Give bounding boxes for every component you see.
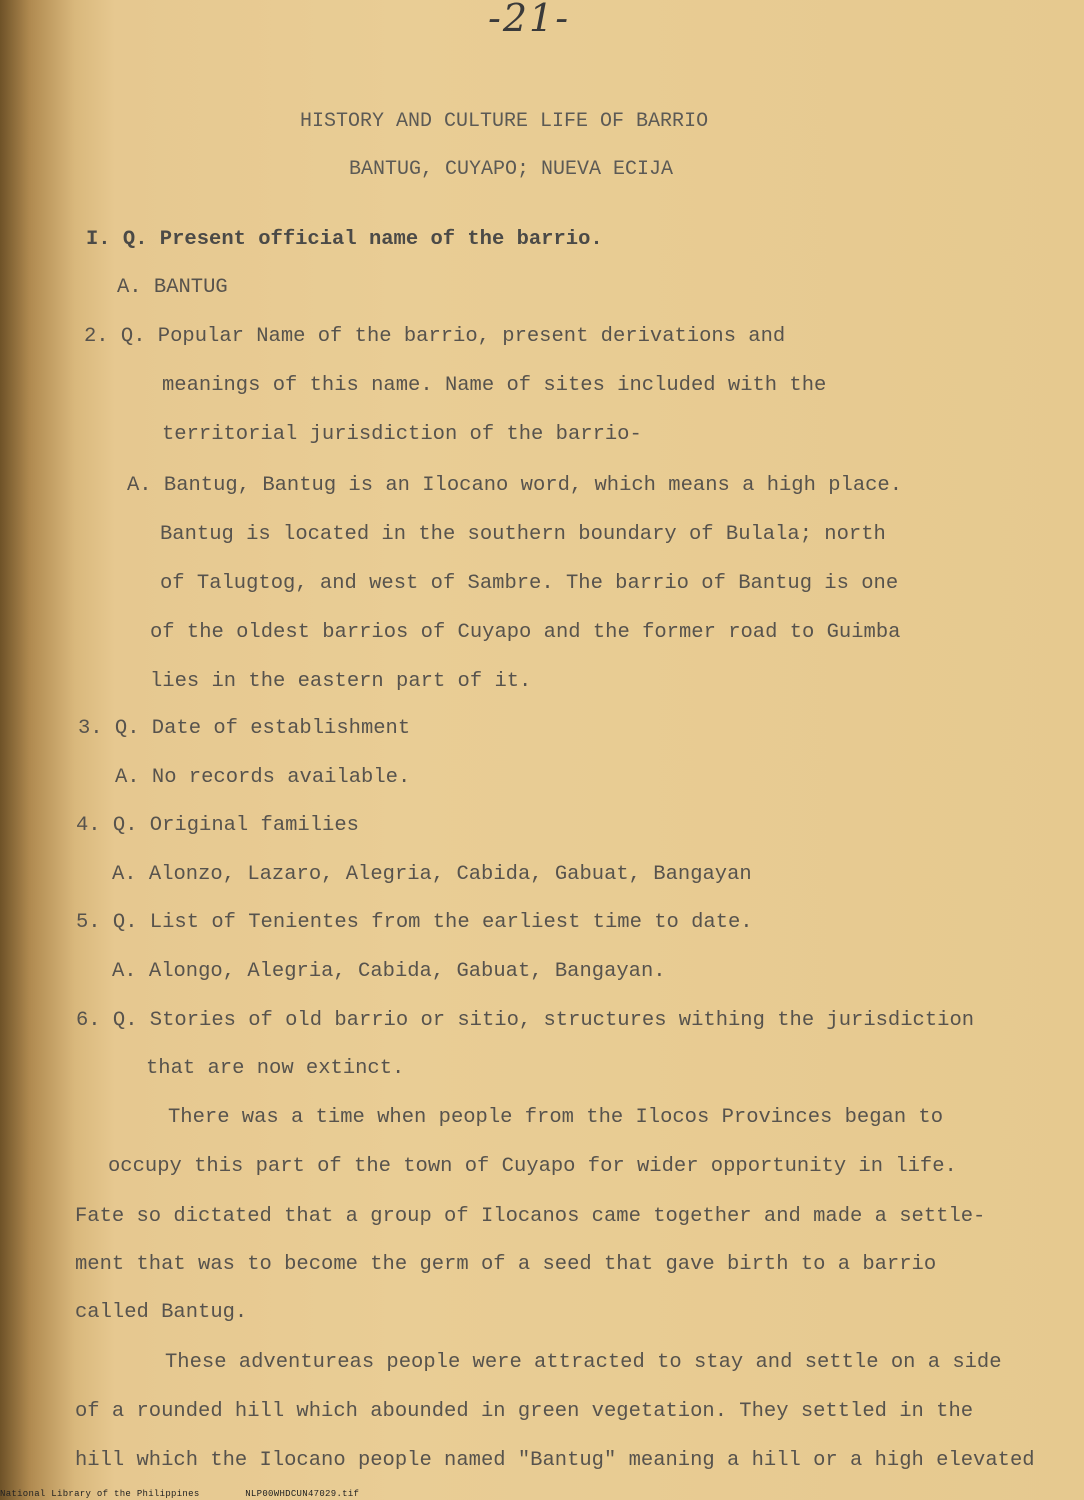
paragraph-2-line-2: of a rounded hill which abounded in green vegetation. They settled in the bbox=[75, 1400, 974, 1423]
paragraph-2-line-3: hill which the Ilocano people named "Bantug" meaning a hill or a high elevated bbox=[75, 1449, 1035, 1472]
scan-footer bbox=[0, 1489, 399, 1499]
answer-2-line-5: lies in the eastern part of it. bbox=[150, 670, 532, 693]
question-1: I. Q. Present official name of the barrio. bbox=[86, 228, 603, 251]
question-3: 3. Q. Date of establishment bbox=[78, 717, 411, 740]
paragraph-2-line-1: These adventureas people were attracted to stay and settle on a side bbox=[165, 1351, 1002, 1374]
paragraph-1-line-5: called Bantug. bbox=[75, 1301, 248, 1324]
answer-4: A. Alonzo, Lazaro, Alegria, Cabida, Gabuat, Bangayan bbox=[112, 863, 752, 886]
file-name: NLP00WHDCUN47029.tif bbox=[245, 1489, 360, 1499]
paragraph-1-line-3: Fate so dictated that a group of Ilocanos came together and made a settle- bbox=[75, 1205, 986, 1228]
answer-2-line-4: of the oldest barrios of Cuyapo and the former road to Guimba bbox=[150, 621, 901, 644]
library-label: National Library of the Philippines bbox=[0, 1489, 200, 1499]
question-6: 6. Q. Stories of old barrio or sitio, structures withing the jurisdiction bbox=[76, 1009, 975, 1032]
question-5: 5. Q. List of Tenientes from the earliest time to date. bbox=[76, 911, 753, 934]
answer-2-line-3: of Talugtog, and west of Sambre. The barrio of Bantug is one bbox=[160, 572, 899, 595]
question-4: 4. Q. Original families bbox=[76, 814, 359, 837]
answer-2-line-2: Bantug is located in the southern boundary of Bulala; north bbox=[160, 523, 886, 546]
answer-5: A. Alongo, Alegria, Cabida, Gabuat, Bangayan. bbox=[112, 960, 666, 983]
document-title: HISTORY AND CULTURE LIFE OF BARRIO bbox=[300, 110, 709, 133]
paragraph-1-line-1: There was a time when people from the Ilocos Provinces began to bbox=[168, 1106, 944, 1129]
paragraph-1-line-2: occupy this part of the town of Cuyapo for wider opportunity in life. bbox=[108, 1155, 957, 1178]
document-subtitle: BANTUG, CUYAPO; NUEVA ECIJA bbox=[349, 158, 674, 181]
question-6-line-2: that are now extinct. bbox=[146, 1057, 405, 1080]
answer-3: A. No records available. bbox=[115, 766, 411, 789]
answer-2: A. Bantug, Bantug is an Ilocano word, which means a high place. bbox=[127, 474, 903, 497]
paragraph-1-line-4: ment that was to become the germ of a seed that gave birth to a barrio bbox=[75, 1253, 937, 1276]
page-number: -21- bbox=[488, 0, 571, 40]
answer-1: A. BANTUG bbox=[117, 276, 228, 299]
question-2-line-2: meanings of this name. Name of sites included with the bbox=[162, 374, 827, 397]
question-2: 2. Q. Popular Name of the barrio, present derivations and bbox=[84, 325, 786, 348]
question-2-line-3: territorial jurisdiction of the barrio- bbox=[162, 423, 642, 446]
